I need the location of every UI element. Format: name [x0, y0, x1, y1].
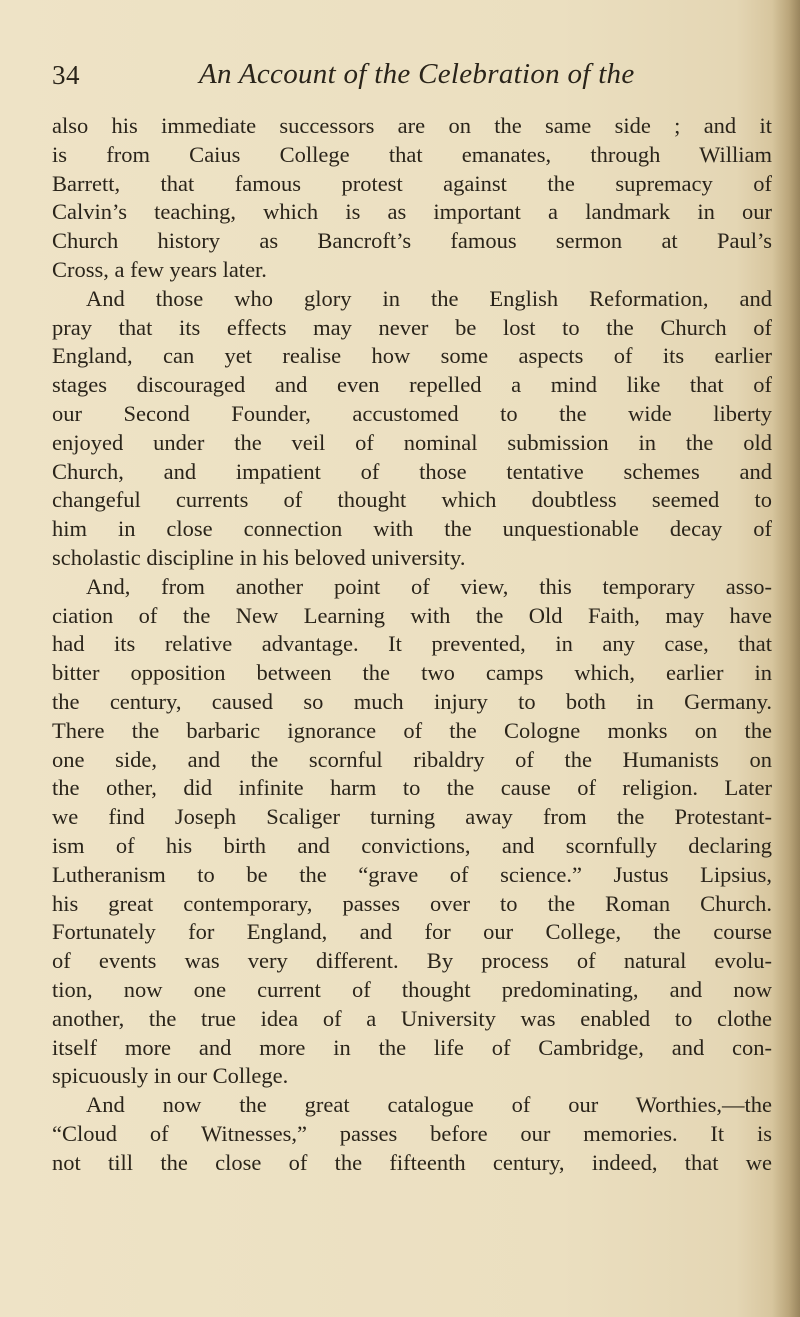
text-line: enjoyed under the veil of nominal submission in the old	[52, 429, 772, 455]
text-line: pray that its effects may never be lost to the Church of	[52, 314, 772, 340]
text-line: another, the true idea of a University was enabled to clothe	[52, 1005, 772, 1031]
text-line: our Second Founder, accustomed to the wide liberty	[52, 400, 772, 426]
text-line: is from Caius College that emanates, through William	[52, 141, 772, 167]
text-line: Fortunately for England, and for our College, the course	[52, 919, 772, 945]
text-line: changeful currents of thought which doubtless seemed to	[52, 487, 772, 513]
text-line: England, can yet realise how some aspects of its earlier	[52, 343, 772, 369]
text-line: had its relative advantage. It prevented, in any case, that	[52, 631, 772, 657]
text-line: of events was very different. By process of natural evolu-	[52, 948, 772, 974]
text-line: stages discouraged and even repelled a mind like that of	[52, 372, 772, 398]
page-number: 34	[52, 60, 80, 90]
text-line: also his immediate successors are on the same side ; and it	[52, 113, 772, 138]
text-line: Church, and impatient of those tentative schemes and	[52, 458, 772, 484]
text-line: one side, and the scornful ribaldry of the Humanists on	[52, 746, 772, 772]
text-line: him in close connection with the unquestionable decay of	[52, 516, 772, 542]
text-line: Calvin’s teaching, which is as important a landmark in our	[52, 199, 772, 225]
text-line: Cross, a few years later.	[52, 256, 267, 282]
text-line: “Cloud of Witnesses,” passes before our memories. It is	[52, 1120, 772, 1146]
page-edge-shadow	[772, 0, 800, 1317]
text-line: scholastic discipline in his beloved university.	[52, 544, 466, 570]
text-line: the century, caused so much injury to both in Germany.	[52, 688, 772, 714]
text-line: spicuously in our College.	[52, 1063, 289, 1089]
text-line: And now the great catalogue of our Worthies,—the	[86, 1092, 772, 1118]
body-text	[52, 112, 772, 1177]
running-title: An Account of the Celebration of the	[199, 58, 635, 90]
text-line: itself more and more in the life of Cambridge, and con-	[52, 1034, 772, 1060]
text-line: And, from another point of view, this temporary asso-	[86, 573, 772, 599]
text-line: There the barbaric ignorance of the Cologne monks on the	[52, 717, 772, 743]
text-line: Barrett, that famous protest against the supremacy of	[52, 170, 772, 196]
text-line: bitter opposition between the two camps which, earlier in	[52, 660, 772, 686]
text-line: ism of his birth and convictions, and scornfully declaring	[52, 832, 772, 858]
page-header	[52, 58, 752, 102]
text-line: ciation of the New Learning with the Old Faith, may have	[52, 602, 772, 628]
text-line: And those who glory in the English Reformation, and	[86, 285, 772, 311]
text-line: we find Joseph Scaliger turning away from the Protestant-	[52, 804, 772, 830]
text-line: the other, did infinite harm to the cause of religion. Later	[52, 775, 772, 801]
text-line: not till the close of the fifteenth century, indeed, that we	[52, 1149, 772, 1175]
text-line: tion, now one current of thought predominating, and now	[52, 976, 772, 1002]
text-line: Lutheranism to be the “grave of science.” Justus Lipsius,	[52, 861, 772, 887]
text-line: Church history as Bancroft’s famous sermon at Paul’s	[52, 228, 772, 254]
text-line: his great contemporary, passes over to the Roman Church.	[52, 890, 772, 916]
